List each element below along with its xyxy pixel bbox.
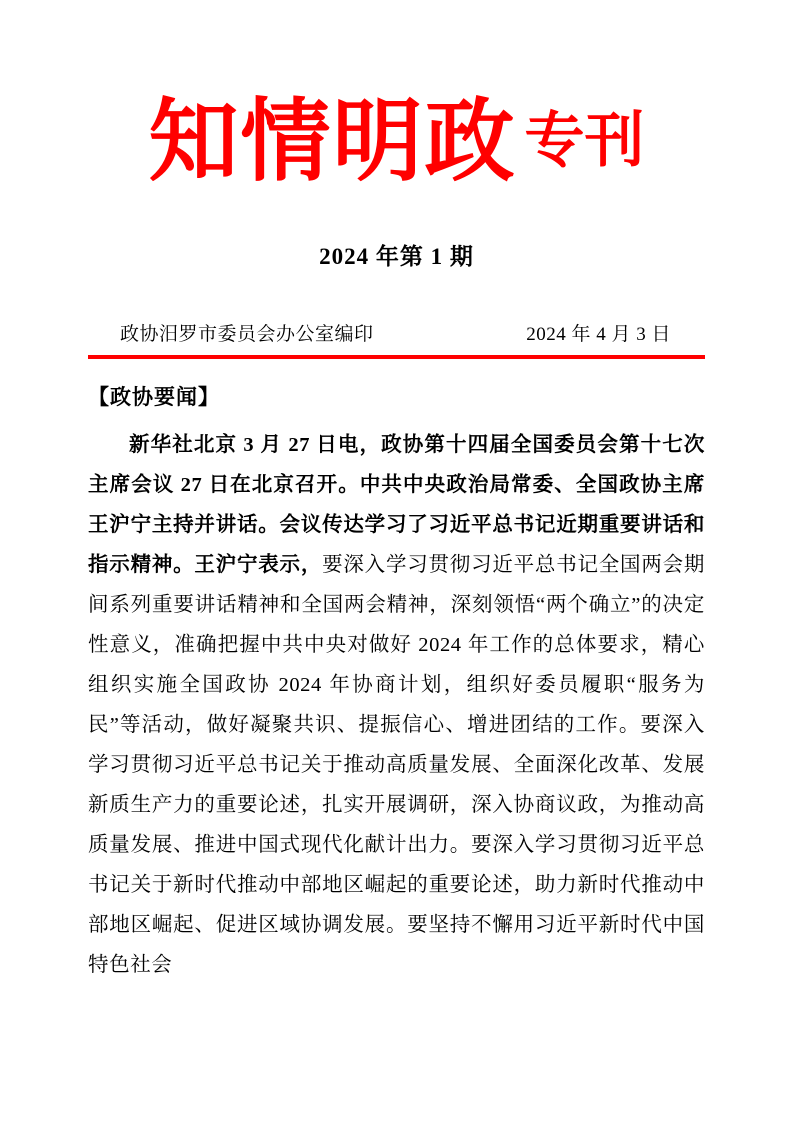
article-bold-lead: 新华社北京 3 月 27 日电，政协第十四届全国委员会第十七次主席会议 27 日在北京召开。中共中央政治局常委、全国政协主席王沪宁主持并讲话。会议传达学习了习近平总书记近期重要讲话和指示精神。王沪宁表示，: [88, 434, 705, 576]
issue-number: 2024 年第 1 期: [319, 244, 474, 269]
publisher-row: [88, 319, 705, 346]
red-divider-rule: [88, 355, 705, 359]
publisher-name: 政协汨罗市委员会办公室编印: [120, 324, 374, 345]
article-body: [88, 425, 705, 985]
masthead-sub-title: 专刊: [524, 106, 645, 176]
publication-date: 2024 年 4 月 3 日: [526, 324, 671, 345]
section-heading: 【政协要闻】: [88, 385, 220, 409]
article-body-text: 要深入学习贯彻习近平总书记全国两会期间系列重要讲话精神和全国两会精神，深刻领悟“两个确立”的决定性意义，准确把握中共中央对做好 2024 年工作的总体要求，精心组织实施全国政协 2024 年协商计划，组织好委员履职“服务为民”等活动，做好凝聚共识、提振信心、增进团结的工作。要深入学习贯彻习近平总书记关于推动高质量发展、全面深化改革、发展新质生产力的重要论述，扎实开展调研，深入协商议政，为推动高质量发展、推进中国式现代化献计出力。要深入学习贯彻习近平总书记关于新时代推动中部地区崛起的重要论述，助力新时代推动中部地区崛起、促进区域协调发展。要坚持不懈用习近平新时代中国特色社会: [88, 554, 705, 976]
masthead-main-title: 知情明政: [148, 88, 517, 194]
article-paragraph: [88, 425, 705, 985]
masthead: [88, 0, 705, 194]
